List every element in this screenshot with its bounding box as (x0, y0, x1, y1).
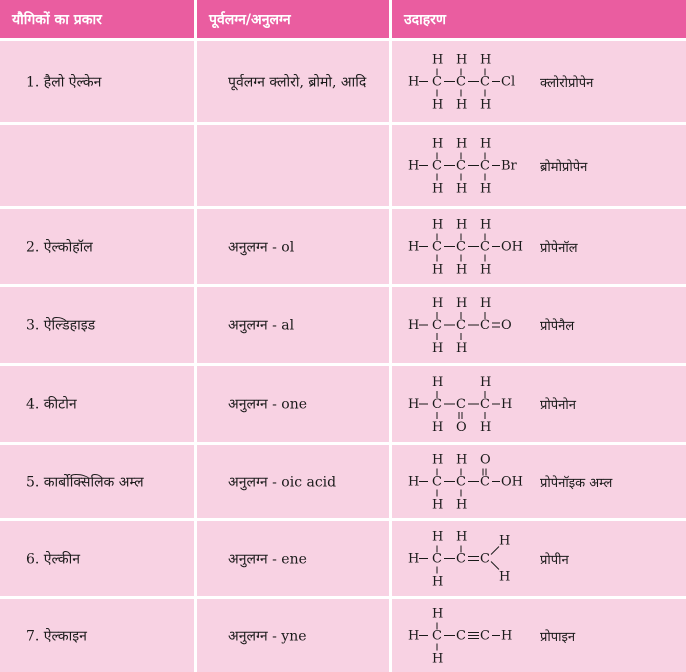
formula-atom: C (456, 318, 466, 333)
compound-name: प्रोपेनैल (540, 319, 575, 334)
formula-atom: H (432, 262, 444, 278)
compound-type: 5. कार्बोक्सिलिक अम्ल (26, 474, 144, 490)
affix-text: पूर्वलग्न क्लोरो, ब्रोमो, आदि (228, 74, 367, 90)
formula-atom: H (432, 420, 444, 435)
formula-atom: C (480, 628, 490, 644)
formula-atom: O (501, 318, 512, 333)
formula-atom: H (432, 52, 444, 68)
header-affix: पूर्वलग्न/अनुलग्न (197, 0, 389, 38)
formula-atom: C (456, 551, 466, 567)
formula-atom: H (432, 452, 444, 468)
formula-atom: C (480, 74, 490, 90)
formula-atom: H (480, 375, 492, 390)
formula-atom: H (456, 296, 468, 311)
compound-name: ब्रोमोप्रोपेन (540, 159, 588, 175)
formula-atom: H (480, 181, 492, 197)
formula-atom: H (408, 474, 420, 490)
formula-atom: O (480, 452, 491, 468)
formula-atom: C (432, 397, 442, 412)
affix-text: अनुलग्न - yne (228, 628, 307, 644)
formula-atom: C (432, 74, 442, 90)
formula-atom: H (480, 52, 492, 68)
formula-atom: H (501, 628, 513, 644)
formula-atom: H (408, 551, 420, 567)
formula-atom: H (432, 529, 444, 545)
formula-atom: H (480, 217, 492, 233)
header-example: उदाहरण (392, 0, 686, 38)
formula-atom: C (480, 239, 490, 255)
header-type: यौगिकों का प्रकार (0, 0, 194, 38)
compound-type: 6. ऐल्कीन (26, 551, 81, 567)
formula-atom: H (456, 217, 468, 233)
formula-atom: OH (501, 474, 523, 490)
formula-atom: O (456, 420, 467, 435)
formula-bond (491, 547, 499, 555)
formula-atom: C (456, 74, 466, 90)
formula-atom: H (408, 158, 420, 174)
formula-atom: H (408, 74, 420, 90)
compound-type: 3. ऐल्डिहाइड (26, 317, 96, 334)
formula-atom: H (456, 452, 468, 468)
formula-atom: H (499, 533, 511, 549)
formula-atom: H (456, 341, 468, 356)
formula-atom: C (432, 474, 442, 490)
formula-atom: H (456, 529, 468, 545)
formula-atom: C (432, 628, 442, 644)
formula-atom: Br (501, 158, 517, 174)
formula-atom: H (480, 136, 492, 152)
formula-atom: H (480, 262, 492, 278)
formula-atom: C (456, 628, 466, 644)
formula-atom: C (480, 158, 490, 174)
formula-atom: C (456, 158, 466, 174)
compound-name: प्रोपेनॉइक अम्ल (540, 475, 613, 491)
formula-atom: H (432, 341, 444, 356)
formula-bond (491, 562, 499, 570)
compound-name: प्रोपेनोन (540, 398, 576, 413)
formula-atom: H (408, 318, 420, 333)
formula-atom: C (480, 474, 490, 490)
compound-type: 1. हैलो ऐल्केन (26, 74, 102, 90)
formula-atom: C (456, 474, 466, 490)
formula-atom: H (432, 375, 444, 390)
formula-atom: H (432, 497, 444, 513)
formula-atom: H (432, 296, 444, 311)
affix-text: अनुलग्न - one (228, 396, 308, 413)
affix-text: अनुलग्न - oic acid (228, 474, 337, 490)
formula-atom: H (408, 628, 420, 644)
formula-atom: C (432, 239, 442, 255)
compound-name: प्रोपीन (540, 552, 569, 568)
formula-atom: H (432, 136, 444, 152)
compound-type: 4. कीटोन (26, 396, 77, 413)
compound-type: 7. ऐल्काइन (26, 628, 87, 644)
formula-atom: H (499, 569, 511, 585)
compound-name: प्रोपेनॉल (540, 240, 578, 256)
formula-atom: H (456, 52, 468, 68)
formula-atom: H (456, 181, 468, 197)
compound-name: क्लोरोप्रोपेन (540, 75, 594, 91)
formula-atom: H (408, 397, 420, 412)
compound-name: प्रोपाइन (540, 629, 576, 645)
formula-atom: C (432, 551, 442, 567)
formula-atom: H (432, 651, 444, 667)
formula-atom: H (456, 262, 468, 278)
formula-atom: H (480, 296, 492, 311)
compound-type: 2. ऐल्कोहॉल (26, 239, 93, 255)
formula-atom: OH (501, 239, 523, 255)
affix-text: अनुलग्न - al (228, 317, 295, 334)
formula-atom: H (432, 217, 444, 233)
formula-atom: C (432, 318, 442, 333)
affix-text: अनुलग्न - ol (228, 239, 295, 255)
formula-atom: H (432, 181, 444, 197)
formula-atom: C (432, 158, 442, 174)
affix-text: अनुलग्न - ene (228, 551, 307, 567)
formula-atom: H (480, 420, 492, 435)
formula-atom: H (408, 239, 420, 255)
formula-atom: C (456, 397, 466, 412)
formula-atom: C (480, 397, 490, 412)
formula-atom: C (456, 239, 466, 255)
formula-atom: C (480, 318, 490, 333)
formula-atom: H (480, 97, 492, 113)
formula-atom: C (480, 551, 490, 567)
formula-atom: Cl (501, 74, 516, 90)
formula-atom: H (456, 136, 468, 152)
formula-atom: H (501, 397, 513, 412)
formula-atom: H (456, 497, 468, 513)
formula-atom: H (432, 606, 444, 622)
formula-atom: H (432, 97, 444, 113)
formula-atom: H (456, 97, 468, 113)
formula-atom: H (432, 574, 444, 590)
